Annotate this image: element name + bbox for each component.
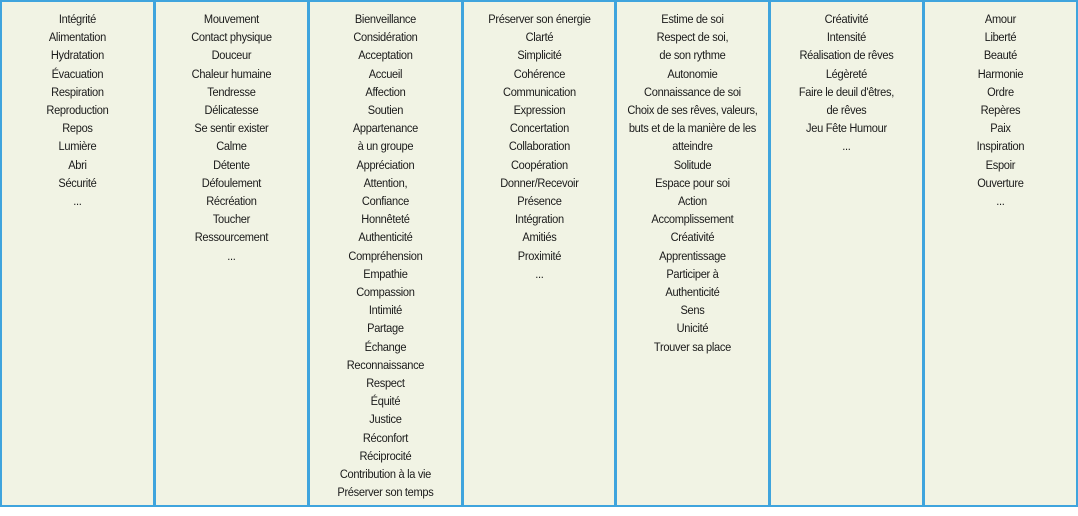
need-item: Chaleur humaine [191, 66, 272, 81]
needs-list [2, 10, 153, 210]
need-item: Toucher [212, 212, 250, 227]
need-item: Simplicité [516, 48, 562, 63]
needs-column-7 [925, 2, 1076, 505]
need-item: Donner/Recevoir [499, 175, 579, 190]
need-item: Intégration [514, 212, 564, 227]
need-item: Préserver son temps [337, 485, 434, 500]
need-item: Repos [62, 121, 93, 136]
need-item: ... [227, 248, 236, 263]
need-item: Choix de ses rêves, valeurs, [627, 103, 758, 118]
need-item: Autonomie [667, 66, 718, 81]
need-item: Contact physique [191, 30, 272, 45]
need-item: Mouvement [203, 12, 259, 26]
need-item: Détente [213, 157, 250, 172]
need-item: Respect [365, 376, 405, 391]
needs-column-6 [771, 2, 925, 505]
need-item: Soutien [367, 103, 403, 118]
need-item: de rêves [826, 103, 867, 118]
need-item: Alimentation [48, 30, 106, 45]
need-item: Réalisation de rêves [799, 48, 894, 63]
needs-column-5 [617, 2, 771, 505]
need-item: Beauté [983, 48, 1018, 63]
need-item: Sécurité [58, 175, 97, 190]
need-item: Honnêteté [361, 212, 410, 227]
need-item: Créativité [824, 12, 869, 26]
need-item: Attention, [363, 175, 407, 190]
needs-list [925, 10, 1076, 210]
need-item: Apprentissage [659, 248, 727, 263]
need-item: Coopération [510, 157, 568, 172]
need-item: Ressourcement [194, 230, 268, 245]
needs-list [617, 10, 768, 356]
need-item: Sens [680, 303, 705, 318]
need-item: Confiance [361, 194, 409, 209]
needs-list [156, 10, 307, 265]
need-item: Empathie [363, 266, 408, 281]
need-item: Cohérence [513, 66, 565, 81]
need-item: Calme [216, 139, 247, 154]
need-item: ... [842, 139, 851, 154]
need-item: Ouverture [977, 175, 1024, 190]
need-item: Concertation [509, 121, 569, 136]
need-item: Reconnaissance [346, 357, 424, 372]
need-item: Affection [365, 84, 406, 99]
need-item: à un groupe [357, 139, 413, 154]
need-item: Faire le deuil d'êtres, [799, 84, 895, 99]
need-item: ... [73, 194, 82, 209]
needs-column-1 [2, 2, 156, 505]
need-item: Unicité [677, 321, 709, 336]
need-item: Tendresse [207, 84, 256, 99]
needs-column-3 [310, 2, 464, 505]
need-item: Participer à [666, 266, 719, 281]
need-item: Action [678, 194, 708, 209]
need-item: Compassion [355, 285, 415, 300]
need-item: Se sentir exister [194, 121, 269, 136]
need-item: Liberté [984, 30, 1017, 45]
need-item: Communication [502, 84, 576, 99]
need-item: ... [534, 266, 544, 281]
need-item: Contribution à la vie [339, 467, 431, 482]
need-item: Légèreté [826, 66, 868, 81]
need-item: Récréation [206, 194, 257, 209]
need-item: Espoir [985, 157, 1016, 172]
need-item: Authenticité [665, 285, 720, 300]
need-item: Préserver son énergie [487, 12, 591, 26]
need-item: Respect de soi, [657, 30, 729, 45]
need-item: Créativité [671, 230, 715, 245]
need-item: ... [996, 194, 1005, 209]
need-item: Repères [980, 103, 1021, 118]
needs-column-4 [464, 2, 618, 505]
need-item: Bienveillance [354, 12, 416, 26]
need-item: Authenticité [358, 230, 413, 245]
need-item: Estime de soi [661, 12, 725, 26]
need-item: Trouver sa place [654, 339, 732, 354]
need-item: Paix [990, 121, 1011, 136]
need-item: Défoulement [201, 175, 261, 190]
need-item: atteindre [672, 139, 713, 154]
need-item: Appartenance [352, 121, 418, 136]
need-item: Inspiration [976, 139, 1025, 154]
need-item: Harmonie [977, 66, 1024, 81]
need-item: de son rythme [659, 48, 726, 63]
needs-column-2 [156, 2, 310, 505]
need-item: Présence [516, 194, 562, 209]
need-item: Acceptation [357, 48, 413, 63]
need-item: Justice [369, 412, 402, 427]
need-item: Réciprocité [359, 448, 412, 463]
need-item: Intensité [827, 30, 867, 45]
need-item: Accomplissement [651, 212, 734, 227]
need-item: Amitiés [521, 230, 557, 245]
needs-list [771, 10, 922, 156]
need-item: Douceur [211, 48, 252, 63]
need-item: Équité [370, 394, 400, 409]
need-item: Hydratation [50, 48, 105, 63]
need-item: Ordre [987, 84, 1014, 99]
need-item: Respiration [51, 84, 104, 99]
need-item: Proximité [517, 248, 561, 263]
need-item: Appréciation [356, 157, 415, 172]
need-item: Réconfort [362, 430, 408, 445]
need-item: Jeu Fête Humour [806, 121, 888, 136]
need-item: Amour [985, 12, 1017, 26]
need-item: Collaboration [508, 139, 570, 154]
need-item: Reproduction [46, 103, 109, 118]
need-item: Partage [366, 321, 404, 336]
need-item: Clarté [525, 30, 553, 45]
need-item: Accueil [368, 66, 402, 81]
need-item: Espace pour soi [655, 175, 731, 190]
need-item: Intimité [368, 303, 402, 318]
need-item: buts et de la manière de les [629, 121, 757, 136]
need-item: Considération [353, 30, 418, 45]
need-item: Expression [513, 103, 565, 118]
need-item: Intégrité [58, 12, 97, 26]
needs-list [464, 10, 615, 283]
need-item: Compréhension [348, 248, 423, 263]
need-item: Évacuation [51, 66, 104, 81]
need-item: Connaissance de soi [644, 84, 742, 99]
needs-list [310, 10, 461, 501]
need-item: Lumière [58, 139, 97, 154]
need-item: Délicatesse [204, 103, 259, 118]
need-item: Abri [68, 157, 87, 172]
need-item: Échange [364, 339, 406, 354]
need-item: Solitude [674, 157, 712, 172]
